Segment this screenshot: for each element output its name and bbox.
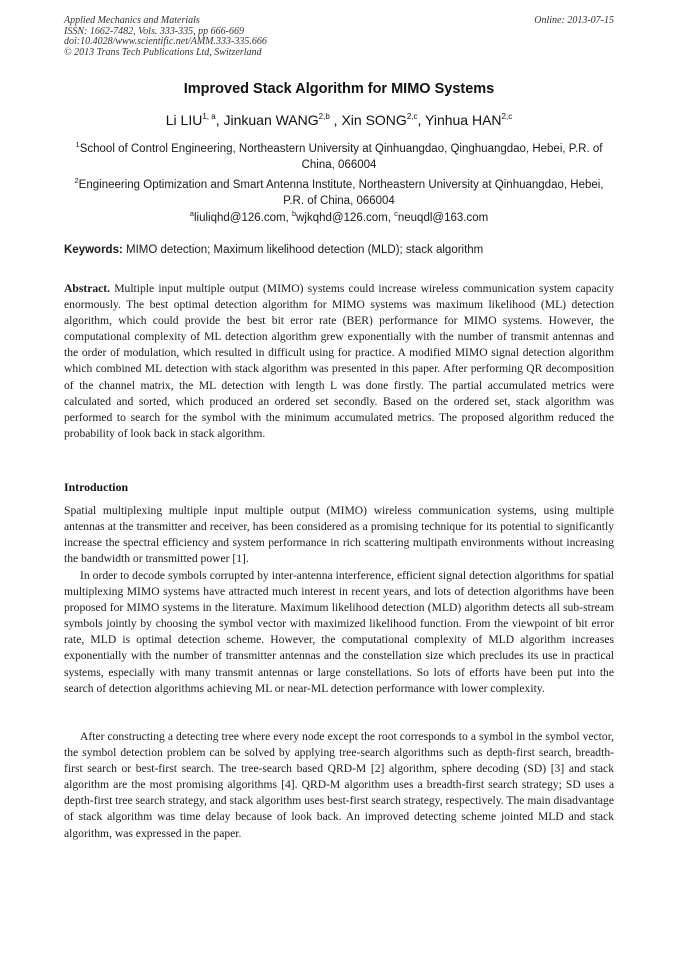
email-sup: c — [394, 209, 398, 218]
intro-paragraph-2: In order to decode symbols corrupted by inter-antenna interference, efficient signal detection algorithms for spatial multiplexing MIMO systems have attracted much interest in recent years, and lots of detection algorithms have been proposed for MIMO systems in the literature. Maximum likelihood detection (MLD) algorithm detects all sub-stream symbols jointly by choosing the symbol vector with maximized likelihood function. From the viewpoint of bit error rate, MLD is optimal detection scheme. However, the computational complexity of MLD algorithm increases exponentially with the number of transmitter antennas and the constellation size which precludes its use in practical systems, especially with many transmit antennas or large constellations. So lots of efforts have been put into the search of detection algorithms achieving ML or near-ML detection performance with lower complexity. — [64, 569, 614, 695]
email-list: $^a$liuliqhd@126.com, $^b$wjkqhd@126.com, $^c$neuqdl@163.com — [189, 209, 489, 224]
running-header — [64, 16, 614, 58]
journal-name: Applied Mechanics and Materials — [64, 15, 200, 26]
online-date: Online: 2013-07-15 — [534, 15, 614, 26]
keywords-label: Keywords: — [64, 244, 123, 256]
affiliation-text: School of Control Engineering, Northeastern University at Qinhuangdao, Qinghuangdao, Hebei, P.R. of China, 066004 — [79, 143, 603, 171]
author-name: Li LIU — [165, 112, 203, 128]
author-name: Xin SONG — [341, 112, 407, 128]
email-address[interactable]: liuliqhd@126.com — [193, 212, 286, 224]
author-sup: 1, a — [202, 112, 216, 121]
affiliation-text: Engineering Optimization and Smart Antenna Institute, Northeastern University at Qinhuangdao, Hebei, P.R. of China, 066004 — [78, 179, 604, 207]
email-address[interactable]: neuqdl@163.com — [397, 212, 489, 224]
email-sup: a — [189, 209, 194, 218]
abstract — [64, 281, 614, 442]
author-name: Jinkuan WANG — [223, 112, 319, 128]
email-sup: b — [291, 209, 297, 218]
doi-line: doi:10.4028/www.scientific.net/AMM.333-335.666 — [64, 36, 267, 47]
author-sup: 2,c — [406, 112, 418, 121]
keywords-text: MIMO detection; Maximum likelihood detection (MLD); stack algorithm — [126, 244, 484, 256]
keywords — [64, 244, 614, 256]
abstract-text: Multiple input multiple output (MIMO) systems could increase wireless communication system capacity enormously. The best optimal detection algorithm for MIMO systems was maximum likelihood (ML) detection algorithm, which could provide the best bit error rate (BER) performance for MIMO systems. However, the computational complexity of ML detection algorithm grew exponentially with the number of transmit antennas and the order of modulation, which resulted in difficult using for practice. A modified MIMO signal detection algorithm which combined ML detection with stack algorithm was presented in this paper. After performing QR decomposition of the channel matrix, the ML detection with length L was done firstly. The partial accumulated metrics were calculated and sorted, which produced an ordered set secondly. Based on the ordered set, stack algorithm was performed to search for the symbol with the minimum accumulated metrics. The proposed algorithm reduced the probability of look back in stack algorithm. — [64, 282, 614, 440]
affiliation-sup: 1 — [75, 140, 80, 149]
section-heading-introduction: Introduction — [64, 480, 129, 494]
author-list: Li LIU$^{1, a}$, Jinkuan WANG$^{2,b}$ , Xin SONG$^{2,c}$, Yinhua HAN$^{2,c}$ — [165, 112, 513, 128]
email-address[interactable]: wjkqhd@126.com — [296, 212, 388, 224]
affiliation-1 — [64, 137, 614, 173]
intro-paragraph-3: After constructing a detecting tree where every node except the root corresponds to a symbol in the symbol vector, the symbol detection problem can be solved by applying tree-search algorithms such as depth-first search, breadth-first search or best-first search. The tree-search based QRD-M [2] algorithm, sphere decoding (SD) [3] and stack algorithm are the most promising algorithms [4]. QRD-M algorithm uses a breadth-first search strategy; SD uses a depth-first tree search strategy, and stack algorithm uses best-first search strategy, respectively. The main disadvantage of stack algorithm was time delay because of look back. An improved detecting scheme jointed MLD and stack algorithm, was expressed in the paper. — [64, 730, 614, 840]
author-sup: 2,b — [318, 112, 330, 121]
author-sup: 2,c — [501, 112, 513, 121]
issn-line: ISSN: 1662-7482, Vols. 333-335, pp 666-669 — [64, 25, 244, 37]
intro-paragraph-1: Spatial multiplexing multiple input multiple output (MIMO) wireless communication systems, using multiple antennas at the transmitter and receiver, has been considered as a promising technique for its potential to significantly increase the spectral efficiency and system performance in rich scattering multipath environments without increasing the bandwidth or transmitted power [1]. — [64, 504, 614, 566]
affiliation-2 — [64, 173, 614, 209]
copyright-line: © 2013 Trans Tech Publications Ltd, Switzerland — [64, 46, 262, 58]
affiliation-sup: 2 — [74, 176, 79, 185]
abstract-label: Abstract. — [64, 282, 111, 295]
paper-title: Improved Stack Algorithm for MIMO Systems — [183, 81, 495, 97]
author-name: Yinhua HAN — [425, 112, 502, 128]
